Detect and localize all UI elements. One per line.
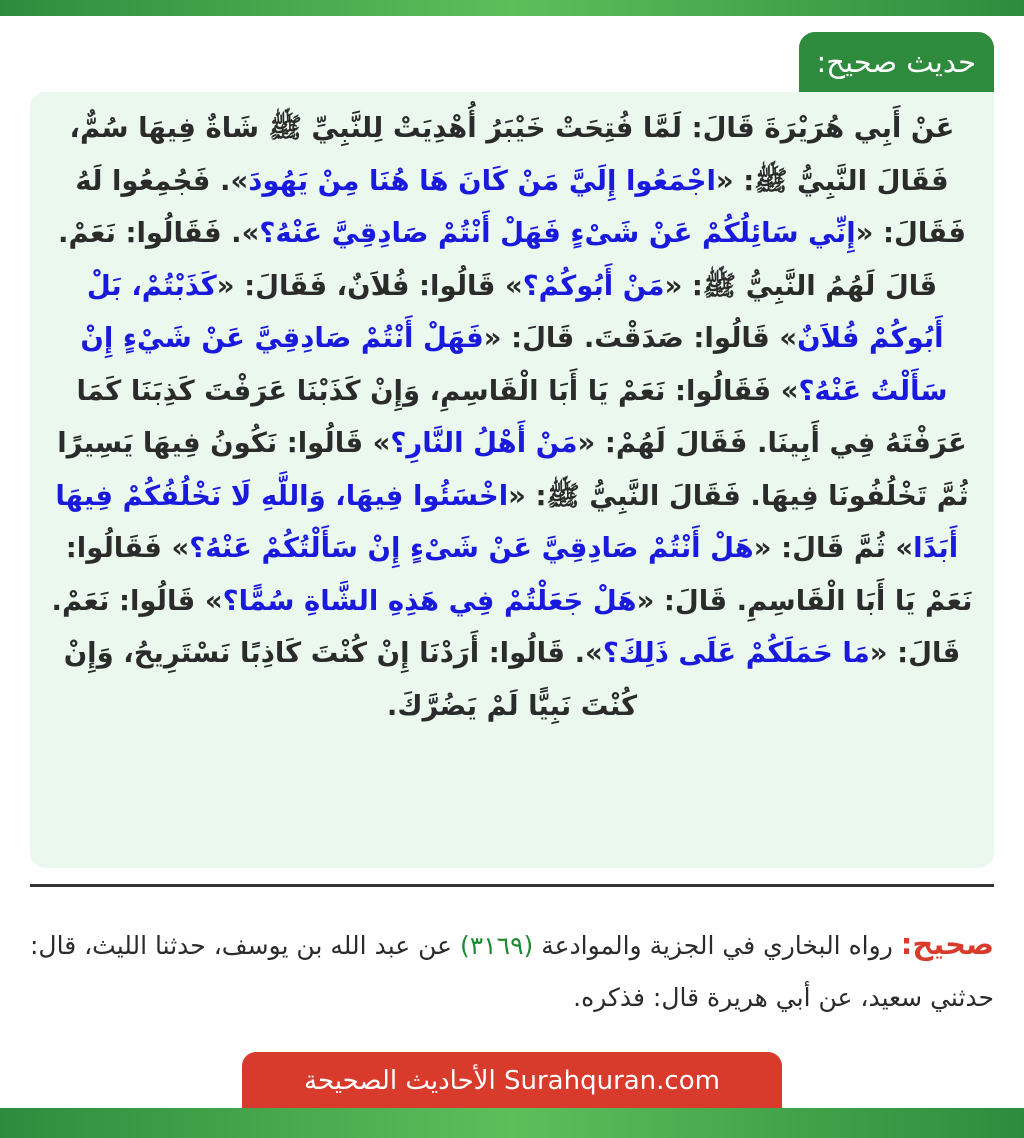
narration-segment: » قَالُوا: صَدَقْتَ. قَالَ: « [483,322,798,354]
narration-segment: » فَقَالُوا: نَعَمْ يَا أَبَا الْقَاسِمِ. قَالَ: « [65,532,973,617]
prophet-quote: اخْسَئُوا فِيهَا، وَاللَّهِ لَا نَخْلُفُكُمْ فِيهَا أَبَدًا [55,479,959,564]
narration-segment: ». قَالُوا: أَرَدْنَا إِنْ كُنْتَ كَاذِبًا نَسْتَرِيحُ، وَإِنْ كُنْتَ نَبِيًّا لَمْ يَضُرَّكَ. [63,637,638,722]
divider [30,884,994,887]
top-decor-bar [0,0,1024,16]
narration-segment: » ثُمَّ قَالَ: « [753,532,914,564]
prophet-quote: هَلْ أَنْتُمْ صَادِقِيَّ عَنْ شَىْءٍ إِنْ سَأَلْتُكُمْ عَنْهُ؟ [189,532,754,564]
hadith-label: حديث صحيح: [799,32,995,92]
source-citation [30,918,994,1024]
source-text: رواه البخاري في الجزية والموادعة [533,931,901,960]
narration-segment: ». فَقَالُوا: نَعَمْ. قَالَ لَهُمُ النَّبِيُّ ﷺ: « [58,217,938,302]
hadith-text [48,102,976,732]
prophet-quote: مَنْ أَهْلُ النَّارِ؟ [390,427,578,459]
narration-segment: » قَالُوا: نَعَمْ. قَالَ: « [51,584,961,669]
narration-segment: » فَقَالُوا: نَعَمْ يَا أَبَا الْقَاسِمِ، وَإِنْ كَذَبْنَا عَرَفْتَ كَذِبَنَا كَمَا عَرَفْتَهُ فِي أَبِينَا. فَقَالَ لَهُمْ: « [76,374,967,459]
site-badge: الأحاديث الصحيحة Surahquran.com [242,1052,782,1110]
prophet-quote: فَهَلْ أَنْتُمْ صَادِقِيَّ عَنْ شَيْءٍ إِنْ سَأَلْتُ عَنْهُ؟ [80,322,948,407]
bottom-decor-bar [0,1108,1024,1138]
grade-label: صحيح: [900,927,994,961]
hadith-box [30,92,994,868]
prophet-quote: اجْمَعُوا إِلَيَّ مَنْ كَانَ هَا هُنَا مِنْ يَهُودَ [248,164,716,197]
prophet-quote: مَنْ أَبُوكُمْ؟ [522,269,665,302]
narration-segment: ». فَجُمِعُوا لَهُ فَقَالَ: « [75,164,966,249]
narration-segment: » قَالُوا: نَكُونُ فِيهَا يَسِيرًا ثُمَّ تَخْلُفُونَا فِيهَا. فَقَالَ النَّبِيُّ ﷺ: « [57,427,969,512]
prophet-quote: هَلْ جَعَلْتُمْ فِي هَذِهِ الشَّاةِ سُمًّا؟ [222,584,637,617]
narration-segment: » قَالُوا: فُلاَنٌ، فَقَالَ: « [216,269,523,302]
hadith-number: (٣١٦٩) [460,931,534,960]
narration-segment: عَنْ أَبِي هُرَيْرَةَ قَالَ: لَمَّا فُتِحَتْ خَيْبَرُ أُهْدِيَتْ لِلنَّبِيِّ ﷺ شَاةٌ فِيهَا سُمٌّ، فَقَالَ النَّبِيُّ ﷺ: « [69,112,955,197]
source-text: عن عبد الله بن يوسف، حدثنا الليث، قال: حدثني سعيد، عن أبي هريرة قال: فذكره. [30,931,994,1012]
prophet-quote: كَذَبْتُمْ، بَلْ أَبُوكُمْ فُلاَنٌ [86,269,944,354]
prophet-quote: إِنِّي سَائِلُكُمْ عَنْ شَىْءٍ فَهَلْ أَنْتُمْ صَادِقِيَّ عَنْهُ؟ [259,217,856,249]
prophet-quote: مَا حَمَلَكُمْ عَلَى ذَلِكَ؟ [602,637,870,669]
